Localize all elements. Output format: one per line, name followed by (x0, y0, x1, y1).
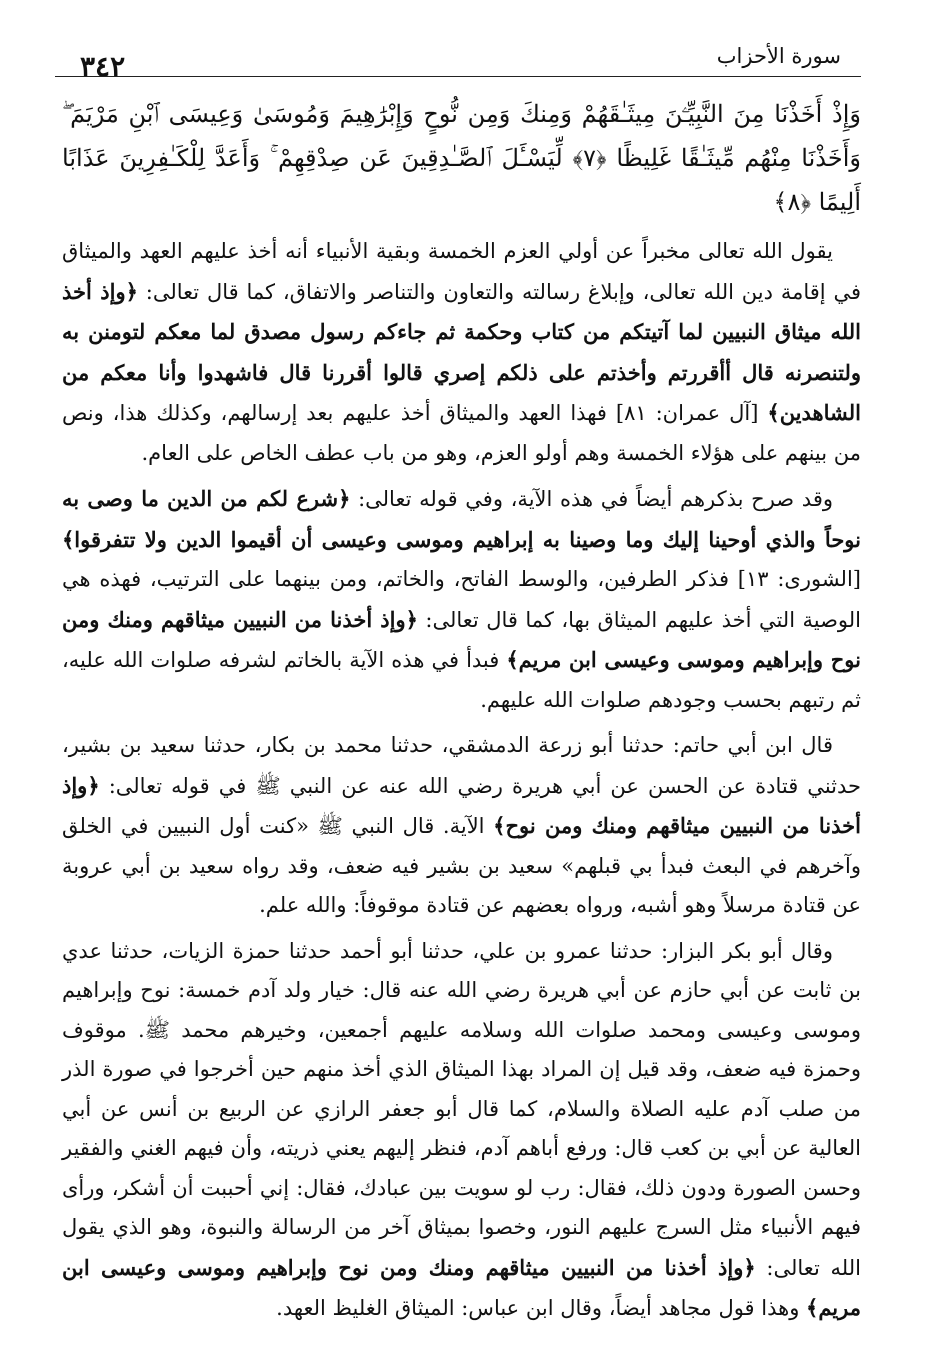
paragraph-1-text-b: [آل عمران: ٨١] فهذا العهد والميثاق أخذ عليهم بعد إرسالهم، وكذلك هذا، ونص من بينهم على هؤلاء الخمسة وهم أولو العزم، وهو من باب عطف الخاص على العام. (62, 401, 861, 465)
header-divider (55, 76, 861, 77)
paragraph-3-text-b: الآية. قال النبي ﷺ «كنت أول النبيين في الخلق وآخرهم في البعث فبدأ بي قبلهم» سعيد بن بشير فيه ضعف، وقد رواه سعيد بن أبي عروبة عن قتادة مرسلاً وهو أشبه، ورواه بعضهم عن قتادة موقوفاً: والله علم. (62, 814, 861, 917)
paragraph-1-text-a: يقول الله تعالى مخبراً عن أولي العزم الخمسة وبقية الأنبياء أنه أخذ عليهم العهد والميثاق في إقامة دين الله تعالى، وإبلاغ رسالته والتعاون والتناصر والاتفاق، كما قال تعالى: (62, 239, 861, 304)
paragraph-3-quote: ﴿وإذ أخذنا من النبيين ميثاقهم ومنك ومن نوح﴾ (62, 772, 861, 838)
paragraph-4-quote: ﴿وإذ أخذنا من النبيين ميثاقهم ومنك ومن نوح وإبراهيم وموسى وعيسى ابن مريم﴾ (62, 1254, 861, 1320)
paragraph-4-text-b: وهذا قول مجاهد أيضاً، وقال ابن عباس: الميثاق الغليظ العهد. (276, 1296, 807, 1320)
paragraph-4-text-a: وقال أبو بكر البزار: حدثنا عمرو بن علي، حدثنا أبو أحمد حدثنا حمزة الزيات، حدثنا عدي بن ثابت عن أبي حازم عن أبي هريرة رضي الله عنه قال: خيار ولد آدم خمسة: نوح وإبراهيم وموسى وعيسى ومحمد صلوات الله وسلامه عليهم أجمعين، وخيرهم محمد ﷺ. موقوف وحمزة فيه ضعف، وقد قيل إن المراد بهذا الميثاق الذي أخذ منهم حين أخرجوا في صورة الذر من صلب آدم عليه الصلاة والسلام، كما قال أبو جعفر الرازي عن الربيع بن أنس عن أبي العالية عن أبي بن كعب قال: ورفع أباهم آدم، فنظر إليهم يعني ذريته، وأن فيهم الغني والفقير وحسن الصورة ودون ذلك، فقال: رب لو سويت بين عبادك، فقال: إني أحببت أن أشكر، ورأى فيهم الأنبياء مثل السرج عليهم النور، وخصوا بميثاق آخر من الرسالة والنبوة، وهو الذي يقول الله تعالى: (62, 938, 861, 1280)
paragraph-2-text-c: فبدأ في هذه الآية بالخاتم لشرفه صلوات الله عليه، ثم رتبهم بحسب وجودهم صلوات الله عليهم. (62, 648, 861, 712)
paragraph-2-text-b: [الشورى: ١٣] فذكر الطرفين، والوسط الفاتح، والخاتم، ومن بينهما على الترتيب، فهذه هي الوصية التي أخذ عليهم الميثاق بها، كما قال تعالى: (62, 567, 861, 632)
paragraph-2-text-a: وقد صرح بذكرهم أيضاً في هذه الآية، وفي قوله تعالى: (350, 487, 833, 511)
page-body (62, 92, 861, 1335)
surah-title: سورة الأحزاب (716, 44, 841, 68)
paragraph-2-quote-2: ﴿وإذ أخذنا من النبيين ميثاقهم ومنك ومن نوح وإبراهيم وموسى وعيسى ابن مريم﴾ (62, 606, 861, 672)
page-number: ٣٤٢ (80, 50, 126, 83)
paragraph-2 (62, 479, 861, 720)
paragraph-1-quote: ﴿وإذ أخذ الله ميثاق النبيين لما آتيتكم من كتاب وحكمة ثم جاءكم رسول مصدق لما معكم لتومنن به ولتنصرنه قال أأقررتم وأخذتم على ذلكم إصري قالوا أقررنا قال فاشهدوا وأنا معكم من الشاهدين﴾ (62, 278, 861, 425)
paragraph-4 (62, 932, 861, 1329)
page-header (55, 40, 861, 83)
paragraph-3-text-a: قال ابن أبي حاتم: حدثنا أبو زرعة الدمشقي، حدثنا محمد بن بكار، حدثنا سعيد بن بشير، حدثني قتادة عن الحسن عن أبي هريرة رضي الله عنه عن النبي ﷺ في قوله تعالى: (62, 733, 861, 798)
paragraph-3 (62, 726, 861, 926)
verse-text: وَإِذْ أَخَذْنَا مِنَ النَّبِيِّـۧنَ مِيثَـٰقَهُمْ وَمِنكَ وَمِن نُّوحٍ وَإِبْرَٰهِيمَ وَمُوسَىٰ وَعِيسَى ٱبْنِ مَرْيَمَ ۖ وَأَخَذْنَا مِنْهُم مِّيثَـٰقًا غَلِيظًا ﴿٧﴾ لِّيَسْـَٔلَ ٱلصَّـٰدِقِينَ عَن صِدْقِهِمْ ۚ وَأَعَدَّ لِلْكَـٰفِرِينَ عَذَابًا أَلِيمًا ﴿٨﴾ (62, 100, 861, 216)
paragraph-2-quote-1: ﴿شرع لكم من الدين ما وصى به نوحاً والذي أوحينا إليك وما وصينا به إبراهيم وموسى وعيسى أن أقيموا الدين ولا تتفرقوا﴾ (62, 486, 861, 552)
paragraph-1 (62, 232, 861, 473)
quran-verses (62, 92, 861, 224)
